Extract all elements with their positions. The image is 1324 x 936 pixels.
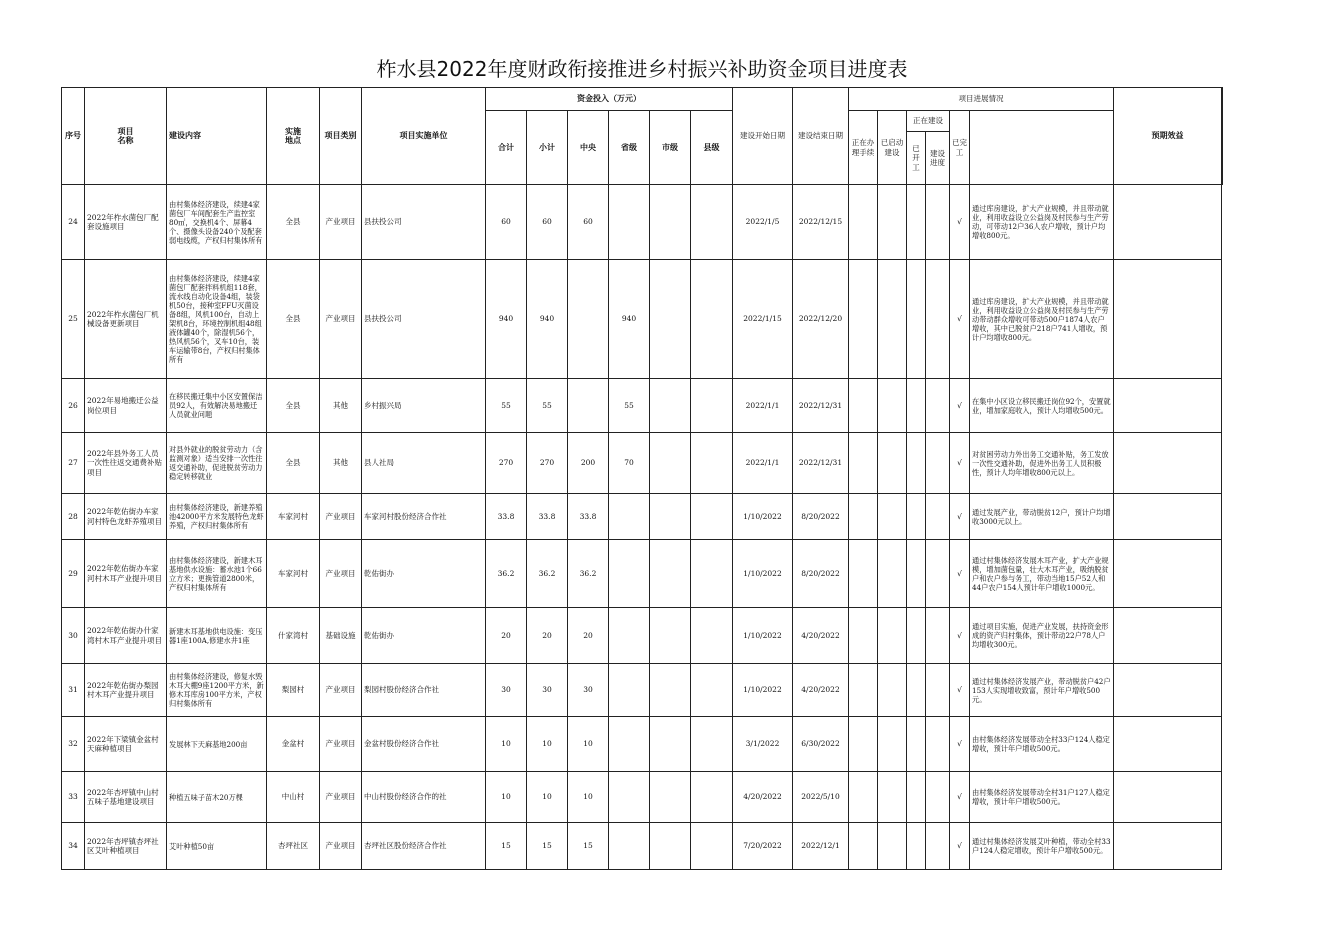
row-city	[650, 260, 691, 379]
row-category: 产业项目	[320, 772, 362, 823]
header-name: 项目 名称	[85, 88, 167, 185]
row-city	[650, 494, 691, 540]
row-end: 2022/12/31	[793, 433, 849, 494]
row-completed: √	[950, 823, 970, 870]
row-build-progress	[926, 540, 950, 608]
row-seq: 33	[62, 772, 85, 823]
row-location: 金盆村	[267, 717, 320, 772]
row-started-prep	[878, 433, 907, 494]
row-location: 全县	[267, 433, 320, 494]
row-seq: 24	[62, 185, 85, 260]
table-row	[62, 717, 1223, 772]
row-opened	[907, 379, 926, 433]
row-location: 车家河村	[267, 540, 320, 608]
row-central	[568, 260, 609, 379]
row-remark	[1114, 494, 1222, 540]
row-benefit: 对贫困劳动力外出务工交通补贴，务工发放一次性交通补助，促进外出务工人员积极性，预计人均年增收800元以上。	[970, 433, 1114, 494]
row-opened	[907, 717, 926, 772]
row-county	[691, 717, 733, 772]
row-content: 在移民搬迁集中小区安置保洁员92人，有效解决易地搬迁人员就业问题	[167, 379, 267, 433]
table-row	[62, 379, 1223, 433]
row-category: 其他	[320, 379, 362, 433]
row-start: 2022/1/1	[733, 433, 793, 494]
row-content: 对县外就业的脱贫劳动力（含监测对象）适当安排一次性往返交通补助，促进脱贫劳动力稳定转移就业	[167, 433, 267, 494]
row-county	[691, 494, 733, 540]
row-benefit: 通过村集体经济发展产业，带动脱贫户42户153人实现增收致富，预计年户增收500元。	[970, 664, 1114, 717]
table-row	[62, 433, 1223, 494]
row-county	[691, 772, 733, 823]
row-subtotal: 940	[527, 260, 568, 379]
row-handling	[849, 608, 878, 664]
row-started-prep	[878, 494, 907, 540]
row-total: 36.2	[486, 540, 527, 608]
row-central: 60	[568, 185, 609, 260]
table-row	[62, 260, 1223, 379]
row-completed: √	[950, 379, 970, 433]
row-city	[650, 823, 691, 870]
row-seq: 29	[62, 540, 85, 608]
row-started-prep	[878, 664, 907, 717]
row-city	[650, 379, 691, 433]
row-total: 940	[486, 260, 527, 379]
row-subtotal: 20	[527, 608, 568, 664]
row-county	[691, 433, 733, 494]
row-build-progress	[926, 260, 950, 379]
row-category: 基础设施	[320, 608, 362, 664]
table-row	[62, 823, 1223, 870]
row-city	[650, 608, 691, 664]
table-row	[62, 494, 1223, 540]
header-city: 市级	[650, 111, 691, 185]
header-benefit: 预期效益	[1114, 88, 1222, 185]
row-county	[691, 608, 733, 664]
row-name: 2022年乾佑街办车家河村特色龙虾养殖项目	[85, 494, 167, 540]
row-handling	[849, 185, 878, 260]
row-county	[691, 260, 733, 379]
row-central: 20	[568, 608, 609, 664]
row-started-prep	[878, 823, 907, 870]
row-remark	[1114, 823, 1222, 870]
row-total: 30	[486, 664, 527, 717]
page-title: 柞水县2022年度财政衔接推进乡村振兴补助资金项目进度表	[376, 57, 908, 81]
row-build-progress	[926, 717, 950, 772]
row-start: 1/10/2022	[733, 540, 793, 608]
row-benefit: 通过村集体经济发展艾叶种植，带动全村33户124人稳定增收，预计年户增收500元。	[970, 823, 1114, 870]
row-name: 2022年乾佑街办梨园村木耳产业提升项目	[85, 664, 167, 717]
row-end: 2022/12/1	[793, 823, 849, 870]
row-location: 梨园村	[267, 664, 320, 717]
row-provincial	[609, 608, 650, 664]
row-started-prep	[878, 540, 907, 608]
row-seq: 26	[62, 379, 85, 433]
row-seq: 31	[62, 664, 85, 717]
header-progress: 项目进展情况	[849, 88, 1114, 111]
row-content: 种植五味子苗木20万棵	[167, 772, 267, 823]
row-subtotal: 270	[527, 433, 568, 494]
row-remark	[1114, 717, 1222, 772]
row-unit: 乾佑街办	[362, 608, 486, 664]
row-city	[650, 664, 691, 717]
row-opened	[907, 823, 926, 870]
row-county	[691, 664, 733, 717]
row-benefit: 通过项目实施，促进产业发展，扶持资金形成的资产归村集体，预计带动22户78人户均增收300元。	[970, 608, 1114, 664]
row-completed: √	[950, 717, 970, 772]
row-unit: 杏坪社区股份经济合作社	[362, 823, 486, 870]
row-seq: 34	[62, 823, 85, 870]
row-build-progress	[926, 823, 950, 870]
row-opened	[907, 772, 926, 823]
row-location: 中山村	[267, 772, 320, 823]
row-seq: 25	[62, 260, 85, 379]
row-subtotal: 55	[527, 379, 568, 433]
row-name: 2022年柞水菌包厂配套设施项目	[85, 185, 167, 260]
header-content: 建设内容	[167, 88, 267, 185]
row-total: 15	[486, 823, 527, 870]
row-completed: √	[950, 260, 970, 379]
row-county	[691, 823, 733, 870]
row-handling	[849, 823, 878, 870]
row-provincial	[609, 494, 650, 540]
row-unit: 乡村振兴局	[362, 379, 486, 433]
row-name: 2022年杏坪镇杏坪社区艾叶种植项目	[85, 823, 167, 870]
row-handling	[849, 772, 878, 823]
header-funds: 资金投入（万元）	[486, 88, 733, 111]
row-end: 8/20/2022	[793, 540, 849, 608]
row-start: 2022/1/1	[733, 379, 793, 433]
row-name: 2022年下梁镇金盆村天麻种植项目	[85, 717, 167, 772]
row-central: 33.8	[568, 494, 609, 540]
row-provincial	[609, 664, 650, 717]
row-end: 2022/12/15	[793, 185, 849, 260]
row-content: 由村集体经济建设，续建4家菌包厂配套拌料机组118套，流水线自动化设备4组，装袋机50台，接种室FFU灭菌设备8组，风机100台，自动上架机8台，环境控制机组48组液体罐40个，除湿机56个，热风机56个，叉车10台，装车运输带8台，产权归村集体所有	[167, 260, 267, 379]
row-started-prep	[878, 717, 907, 772]
row-central: 10	[568, 772, 609, 823]
row-category: 产业项目	[320, 664, 362, 717]
header-total: 合计	[486, 111, 527, 185]
row-total: 10	[486, 772, 527, 823]
row-central: 36.2	[568, 540, 609, 608]
row-content: 由村集体经济建设，续建4家菌包厂车间配套生产监控室80㎡，交换机4个、屏幕4个、摄像头设备240个及配套弱电线缆，产权归村集体所有	[167, 185, 267, 260]
row-end: 2022/12/31	[793, 379, 849, 433]
row-subtotal: 15	[527, 823, 568, 870]
row-unit: 中山村股份经济合作的社	[362, 772, 486, 823]
row-build-progress	[926, 608, 950, 664]
row-provincial	[609, 772, 650, 823]
row-provincial: 940	[609, 260, 650, 379]
header-unit: 项目实施单位	[362, 88, 486, 185]
row-unit: 县扶投公司	[362, 260, 486, 379]
row-category: 产业项目	[320, 494, 362, 540]
row-name: 2022年杏坪镇中山村五味子基地建设项目	[85, 772, 167, 823]
row-category: 产业项目	[320, 540, 362, 608]
row-handling	[849, 717, 878, 772]
row-name: 2022年县外务工人员一次性往返交通费补贴项目	[85, 433, 167, 494]
row-provincial	[609, 540, 650, 608]
row-remark	[1114, 433, 1222, 494]
row-city	[650, 540, 691, 608]
row-start: 4/20/2022	[733, 772, 793, 823]
row-category: 产业项目	[320, 717, 362, 772]
row-opened	[907, 433, 926, 494]
row-provincial: 70	[609, 433, 650, 494]
header-start: 建设开始日期	[733, 88, 793, 185]
row-start: 2022/1/15	[733, 260, 793, 379]
row-subtotal: 30	[527, 664, 568, 717]
row-seq: 28	[62, 494, 85, 540]
row-completed: √	[950, 494, 970, 540]
row-content: 由村集体经济建设，新建木耳基地供水设施：蓄水池1个66立方米；更换管道2800米，产权归村集体所有	[167, 540, 267, 608]
row-central: 10	[568, 717, 609, 772]
header-category: 项目类别	[320, 88, 362, 185]
row-provincial	[609, 185, 650, 260]
row-total: 60	[486, 185, 527, 260]
row-opened	[907, 608, 926, 664]
row-content: 新建木耳基地供电设施：变压器1座100A,修建水井1座	[167, 608, 267, 664]
row-location: 全县	[267, 379, 320, 433]
row-handling	[849, 540, 878, 608]
row-end: 2022/12/20	[793, 260, 849, 379]
row-location: 车家河村	[267, 494, 320, 540]
header-location: 实施 地点	[267, 88, 320, 185]
row-completed: √	[950, 664, 970, 717]
row-provincial: 55	[609, 379, 650, 433]
row-name: 2022年易地搬迁公益岗位项目	[85, 379, 167, 433]
row-city	[650, 433, 691, 494]
row-location: 全县	[267, 260, 320, 379]
row-location: 杏坪社区	[267, 823, 320, 870]
row-total: 10	[486, 717, 527, 772]
row-county	[691, 540, 733, 608]
row-name: 2022年柞水菌包厂机械设备更新项目	[85, 260, 167, 379]
row-completed: √	[950, 185, 970, 260]
row-category: 产业项目	[320, 185, 362, 260]
row-content: 由村集体经济建设，新建养殖池42000平方米发展特色龙虾养殖，产权归村集体所有	[167, 494, 267, 540]
row-benefit: 通过发展产业，带动脱贫12户，预计户均增收3000元以上。	[970, 494, 1114, 540]
row-category: 产业项目	[320, 823, 362, 870]
row-started-prep	[878, 379, 907, 433]
row-completed: √	[950, 433, 970, 494]
row-benefit: 通过库房建设，扩大产业规模，并且带动就业，利用收益设立公益岗及村民参与生产劳动带动群众增收可带动500户1874人农户增收，其中已脱贫户218户741人增收，预计户均增收800元。	[970, 260, 1114, 379]
row-opened	[907, 540, 926, 608]
row-start: 3/1/2022	[733, 717, 793, 772]
row-city	[650, 717, 691, 772]
row-handling	[849, 379, 878, 433]
row-unit: 县人社局	[362, 433, 486, 494]
row-content: 艾叶种植50亩	[167, 823, 267, 870]
row-opened	[907, 185, 926, 260]
row-total: 20	[486, 608, 527, 664]
header-remark	[1222, 88, 1223, 185]
row-completed: √	[950, 608, 970, 664]
row-county	[691, 185, 733, 260]
row-handling	[849, 433, 878, 494]
row-city	[650, 772, 691, 823]
row-provincial	[609, 823, 650, 870]
row-start: 1/10/2022	[733, 664, 793, 717]
header-under-construction: 正在建设	[907, 111, 950, 132]
row-location: 什家湾村	[267, 608, 320, 664]
header-build-progress: 建设进度	[926, 132, 950, 185]
row-build-progress	[926, 433, 950, 494]
row-completed: √	[950, 540, 970, 608]
row-benefit: 由村集体经济发展带动全村31户127人稳定增收，预计年户增收500元。	[970, 772, 1114, 823]
row-unit: 县扶投公司	[362, 185, 486, 260]
header-started-prep: 已启动建设	[878, 111, 907, 185]
row-unit: 梨园村股份经济合作社	[362, 664, 486, 717]
row-subtotal: 10	[527, 772, 568, 823]
row-subtotal: 60	[527, 185, 568, 260]
row-build-progress	[926, 664, 950, 717]
row-location: 全县	[267, 185, 320, 260]
row-total: 270	[486, 433, 527, 494]
row-handling	[849, 494, 878, 540]
row-opened	[907, 664, 926, 717]
header-opened: 已开工	[907, 132, 926, 185]
row-benefit: 通过村集体经济发展木耳产业，扩大产业规模，增加菌包量，壮大木耳产业，吸纳脱贫户和农户参与务工，带动当地15户52人和44户农户154人预计年户增收1000元。	[970, 540, 1114, 608]
table-row	[62, 664, 1223, 717]
row-remark	[1114, 608, 1222, 664]
table-row	[62, 608, 1223, 664]
row-content: 由村集体经济建设，修复水毁木耳大棚9座1200平方米，新修木耳库房100平方米，产权归村集体所有	[167, 664, 267, 717]
row-started-prep	[878, 608, 907, 664]
row-name: 2022年乾佑街办车家河村木耳产业提升项目	[85, 540, 167, 608]
row-build-progress	[926, 772, 950, 823]
row-total: 55	[486, 379, 527, 433]
header-handling: 正在办理手续	[849, 111, 878, 185]
table-body	[62, 185, 1223, 870]
header-county: 县级	[691, 111, 733, 185]
row-remark	[1114, 540, 1222, 608]
row-category: 其他	[320, 433, 362, 494]
row-category: 产业项目	[320, 260, 362, 379]
row-subtotal: 10	[527, 717, 568, 772]
header-provincial: 省级	[609, 111, 650, 185]
row-remark	[1114, 185, 1222, 260]
row-central: 30	[568, 664, 609, 717]
header-central: 中央	[568, 111, 609, 185]
row-remark	[1114, 379, 1222, 433]
row-end: 4/20/2022	[793, 608, 849, 664]
row-subtotal: 33.8	[527, 494, 568, 540]
row-county	[691, 379, 733, 433]
row-benefit: 通过库房建设，扩大产业规模，并且带动就业，利用收益设立公益岗及村民参与生产劳动，可带动12户36人农户增收，预计户均增收800元。	[970, 185, 1114, 260]
row-seq: 30	[62, 608, 85, 664]
row-end: 4/20/2022	[793, 664, 849, 717]
row-started-prep	[878, 260, 907, 379]
row-opened	[907, 494, 926, 540]
row-started-prep	[878, 185, 907, 260]
row-unit: 金盆村股份经济合作社	[362, 717, 486, 772]
row-completed: √	[950, 772, 970, 823]
row-build-progress	[926, 379, 950, 433]
row-end: 6/30/2022	[793, 717, 849, 772]
row-remark	[1114, 772, 1222, 823]
row-start: 1/10/2022	[733, 494, 793, 540]
row-unit: 车家河村股份经济合作社	[362, 494, 486, 540]
table-row	[62, 772, 1223, 823]
row-unit: 乾佑街办	[362, 540, 486, 608]
row-content: 发展林下天麻基地200亩	[167, 717, 267, 772]
row-start: 7/20/2022	[733, 823, 793, 870]
header-subtotal: 小计	[527, 111, 568, 185]
row-central	[568, 379, 609, 433]
table-row	[62, 540, 1223, 608]
row-build-progress	[926, 185, 950, 260]
row-subtotal: 36.2	[527, 540, 568, 608]
row-start: 2022/1/5	[733, 185, 793, 260]
row-end: 8/20/2022	[793, 494, 849, 540]
row-seq: 27	[62, 433, 85, 494]
table-row	[62, 185, 1223, 260]
row-remark	[1114, 664, 1222, 717]
row-central: 15	[568, 823, 609, 870]
row-provincial	[609, 717, 650, 772]
row-end: 2022/5/10	[793, 772, 849, 823]
row-start: 1/10/2022	[733, 608, 793, 664]
row-opened	[907, 260, 926, 379]
row-total: 33.8	[486, 494, 527, 540]
header-end: 建设结束日期	[793, 88, 849, 185]
row-handling	[849, 260, 878, 379]
row-build-progress	[926, 494, 950, 540]
row-started-prep	[878, 772, 907, 823]
header-seq: 序号	[62, 88, 85, 185]
row-name: 2022年乾佑街办什家湾村木耳产业提升项目	[85, 608, 167, 664]
header-completed: 已完工	[950, 111, 970, 185]
row-benefit: 由村集体经济发展带动全村33户124人稳定增收，预计年户增收500元。	[970, 717, 1114, 772]
row-seq: 32	[62, 717, 85, 772]
row-remark	[1114, 260, 1222, 379]
progress-table	[61, 87, 1223, 870]
row-handling	[849, 664, 878, 717]
row-central: 200	[568, 433, 609, 494]
row-city	[650, 185, 691, 260]
row-benefit: 在集中小区设立移民搬迁岗位92个，安置就业，增加家庭收入，预计人均增收500元。	[970, 379, 1114, 433]
